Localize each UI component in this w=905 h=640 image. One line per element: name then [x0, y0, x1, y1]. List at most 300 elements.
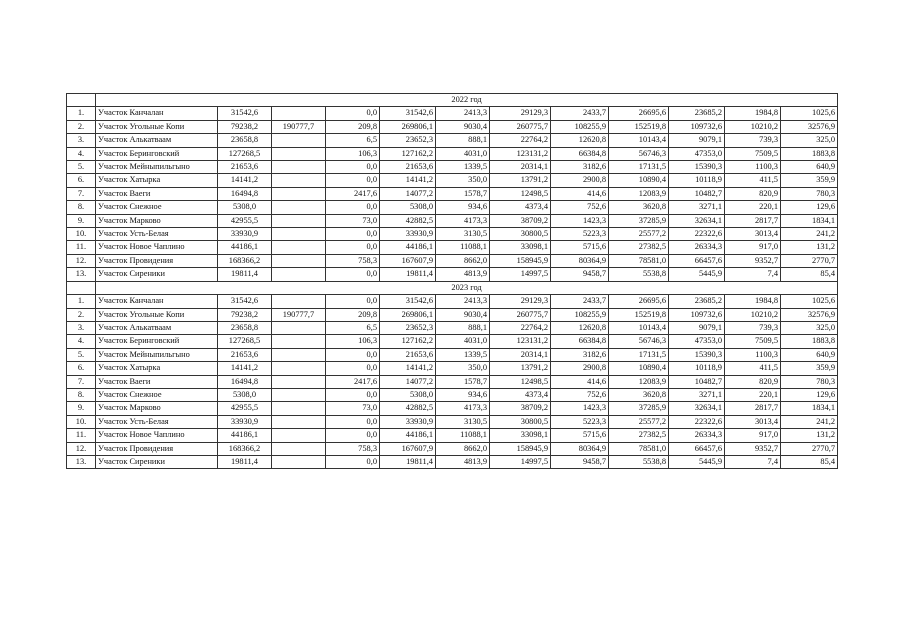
value-cell-col-11: 1025,6 — [781, 295, 838, 308]
row-number: 3. — [67, 321, 96, 334]
row-number: 1. — [67, 295, 96, 308]
value-cell-col-7: 108255,9 — [551, 308, 609, 321]
value-cell-col-4: 167607,9 — [380, 254, 436, 267]
value-cell-col-4: 21653,6 — [380, 161, 436, 174]
row-number: 5. — [67, 161, 96, 174]
row-number: 10. — [67, 228, 96, 241]
value-cell-col-1: 42955,5 — [218, 402, 272, 415]
value-cell-col-3: 0,0 — [326, 455, 380, 468]
value-cell-col-4: 33930,9 — [380, 415, 436, 428]
value-cell-col-2 — [272, 402, 326, 415]
value-cell-col-1: 21653,6 — [218, 348, 272, 361]
value-cell-col-10: 411,5 — [725, 174, 781, 187]
value-cell-col-8: 27382,5 — [609, 241, 669, 254]
value-cell-col-5: 1578,7 — [436, 375, 490, 388]
value-cell-col-3: 209,8 — [326, 308, 380, 321]
value-cell-col-6: 14997,5 — [490, 455, 551, 468]
table-row — [67, 415, 838, 428]
table-row — [67, 321, 838, 334]
value-cell-col-1: 127268,5 — [218, 335, 272, 348]
value-cell-col-2 — [272, 375, 326, 388]
value-cell-col-3: 0,0 — [326, 415, 380, 428]
table-row — [67, 174, 838, 187]
year-row-blank-cell — [67, 281, 96, 294]
value-cell-col-3: 0,0 — [326, 174, 380, 187]
table-row — [67, 402, 838, 415]
table-row — [67, 254, 838, 267]
value-cell-col-9: 23685,2 — [669, 295, 725, 308]
site-name: Участок Снежное — [96, 201, 218, 214]
value-cell-col-9: 10118,9 — [669, 362, 725, 375]
row-number: 4. — [67, 335, 96, 348]
value-cell-col-1: 79238,2 — [218, 308, 272, 321]
value-cell-col-10: 7509,5 — [725, 147, 781, 160]
value-cell-col-3: 0,0 — [326, 295, 380, 308]
site-name: Участок Беринговский — [96, 147, 218, 160]
value-cell-col-6: 22764,2 — [490, 134, 551, 147]
value-cell-col-5: 4173,3 — [436, 402, 490, 415]
row-number: 1. — [67, 107, 96, 120]
value-cell-col-11: 325,0 — [781, 134, 838, 147]
value-cell-col-3: 0,0 — [326, 429, 380, 442]
value-cell-col-7: 2900,8 — [551, 174, 609, 187]
value-cell-col-8: 152519,8 — [609, 120, 669, 133]
row-number: 2. — [67, 308, 96, 321]
value-cell-col-9: 5445,9 — [669, 455, 725, 468]
value-cell-col-7: 66384,8 — [551, 147, 609, 160]
value-cell-col-5: 8662,0 — [436, 442, 490, 455]
value-cell-col-11: 359,9 — [781, 174, 838, 187]
value-cell-col-4: 31542,6 — [380, 107, 436, 120]
value-cell-col-7: 80364,9 — [551, 442, 609, 455]
value-cell-col-10: 3013,4 — [725, 415, 781, 428]
value-cell-col-1: 14141,2 — [218, 362, 272, 375]
table-row — [67, 161, 838, 174]
site-name: Участок Хатырка — [96, 174, 218, 187]
site-name: Участок Угольные Копи — [96, 120, 218, 133]
value-cell-col-1: 14141,2 — [218, 174, 272, 187]
value-cell-col-3: 0,0 — [326, 362, 380, 375]
value-cell-col-9: 22322,6 — [669, 228, 725, 241]
value-cell-col-2 — [272, 134, 326, 147]
value-cell-col-8: 17131,5 — [609, 348, 669, 361]
row-number: 6. — [67, 174, 96, 187]
value-cell-col-6: 29129,3 — [490, 107, 551, 120]
row-number: 10. — [67, 415, 96, 428]
value-cell-col-4: 5308,0 — [380, 201, 436, 214]
value-cell-col-3: 73,0 — [326, 402, 380, 415]
value-cell-col-4: 21653,6 — [380, 348, 436, 361]
site-name: Участок Провидения — [96, 442, 218, 455]
row-number: 9. — [67, 214, 96, 227]
value-cell-col-8: 26695,6 — [609, 107, 669, 120]
value-cell-col-3: 0,0 — [326, 107, 380, 120]
value-cell-col-3: 0,0 — [326, 241, 380, 254]
value-cell-col-8: 152519,8 — [609, 308, 669, 321]
table-row — [67, 268, 838, 281]
value-cell-col-2 — [272, 442, 326, 455]
value-cell-col-3: 0,0 — [326, 201, 380, 214]
value-cell-col-1: 44186,1 — [218, 429, 272, 442]
value-cell-col-7: 2433,7 — [551, 295, 609, 308]
value-cell-col-4: 14141,2 — [380, 174, 436, 187]
value-cell-col-10: 10210,2 — [725, 308, 781, 321]
value-cell-col-10: 2817,7 — [725, 402, 781, 415]
value-cell-col-5: 1339,5 — [436, 348, 490, 361]
value-cell-col-2 — [272, 429, 326, 442]
row-number: 2. — [67, 120, 96, 133]
table-row — [67, 308, 838, 321]
value-cell-col-6: 13791,2 — [490, 362, 551, 375]
value-cell-col-9: 3271,1 — [669, 201, 725, 214]
value-cell-col-5: 934,6 — [436, 388, 490, 401]
value-cell-col-7: 5223,3 — [551, 415, 609, 428]
row-number: 6. — [67, 362, 96, 375]
value-cell-col-11: 131,2 — [781, 241, 838, 254]
value-cell-col-3: 0,0 — [326, 161, 380, 174]
value-cell-col-3: 0,0 — [326, 268, 380, 281]
value-cell-col-10: 820,9 — [725, 187, 781, 200]
value-cell-col-1: 5308,0 — [218, 388, 272, 401]
site-name: Участок Марково — [96, 402, 218, 415]
value-cell-col-2 — [272, 174, 326, 187]
value-cell-col-11: 1883,8 — [781, 335, 838, 348]
row-number: 13. — [67, 455, 96, 468]
value-cell-col-8: 10890,4 — [609, 362, 669, 375]
value-cell-col-2 — [272, 321, 326, 334]
value-cell-col-3: 2417,6 — [326, 187, 380, 200]
value-cell-col-6: 4373,4 — [490, 388, 551, 401]
row-number: 9. — [67, 402, 96, 415]
table-row — [67, 455, 838, 468]
value-cell-col-6: 38709,2 — [490, 214, 551, 227]
value-cell-col-7: 5715,6 — [551, 241, 609, 254]
value-cell-col-11: 640,9 — [781, 161, 838, 174]
site-name: Участок Сиреники — [96, 268, 218, 281]
value-cell-col-10: 739,3 — [725, 321, 781, 334]
value-cell-col-8: 5538,8 — [609, 455, 669, 468]
value-cell-col-7: 752,6 — [551, 388, 609, 401]
value-cell-col-7: 414,6 — [551, 187, 609, 200]
value-cell-col-11: 85,4 — [781, 455, 838, 468]
value-cell-col-11: 359,9 — [781, 362, 838, 375]
value-cell-col-11: 2770,7 — [781, 442, 838, 455]
value-cell-col-6: 22764,2 — [490, 321, 551, 334]
value-cell-col-6: 123131,2 — [490, 335, 551, 348]
site-name: Участок Новое Чаплино — [96, 429, 218, 442]
site-name: Участок Марково — [96, 214, 218, 227]
site-name: Участок Снежное — [96, 388, 218, 401]
value-cell-col-7: 752,6 — [551, 201, 609, 214]
value-cell-col-10: 411,5 — [725, 362, 781, 375]
row-number: 11. — [67, 429, 96, 442]
row-number: 8. — [67, 201, 96, 214]
value-cell-col-11: 241,2 — [781, 415, 838, 428]
value-cell-col-6: 12498,5 — [490, 375, 551, 388]
table-row — [67, 442, 838, 455]
value-cell-col-8: 25577,2 — [609, 415, 669, 428]
value-cell-col-8: 17131,5 — [609, 161, 669, 174]
value-cell-col-9: 5445,9 — [669, 268, 725, 281]
value-cell-col-9: 10118,9 — [669, 174, 725, 187]
value-cell-col-11: 780,3 — [781, 187, 838, 200]
table-row — [67, 375, 838, 388]
site-name: Участок Мейныпильгыно — [96, 161, 218, 174]
value-cell-col-10: 1984,8 — [725, 295, 781, 308]
value-cell-col-4: 44186,1 — [380, 429, 436, 442]
value-cell-col-10: 917,0 — [725, 241, 781, 254]
value-cell-col-11: 640,9 — [781, 348, 838, 361]
value-cell-col-8: 25577,2 — [609, 228, 669, 241]
value-cell-col-8: 10143,4 — [609, 321, 669, 334]
value-cell-col-4: 33930,9 — [380, 228, 436, 241]
value-cell-col-8: 12083,9 — [609, 375, 669, 388]
table-row — [67, 348, 838, 361]
value-cell-col-3: 106,3 — [326, 335, 380, 348]
value-cell-col-8: 78581,0 — [609, 442, 669, 455]
value-cell-col-4: 23652,3 — [380, 321, 436, 334]
value-cell-col-1: 168366,2 — [218, 442, 272, 455]
value-cell-col-5: 9030,4 — [436, 120, 490, 133]
value-cell-col-10: 1984,8 — [725, 107, 781, 120]
value-cell-col-2 — [272, 107, 326, 120]
value-cell-col-9: 66457,6 — [669, 254, 725, 267]
value-cell-col-10: 2817,7 — [725, 214, 781, 227]
value-cell-col-2 — [272, 228, 326, 241]
value-cell-col-7: 108255,9 — [551, 120, 609, 133]
site-name: Участок Канчалан — [96, 107, 218, 120]
value-cell-col-5: 4173,3 — [436, 214, 490, 227]
value-cell-col-6: 158945,9 — [490, 442, 551, 455]
table-row — [67, 429, 838, 442]
table-row — [67, 201, 838, 214]
value-cell-col-1: 31542,6 — [218, 107, 272, 120]
table-row — [67, 147, 838, 160]
value-cell-col-10: 1100,3 — [725, 161, 781, 174]
value-cell-col-5: 8662,0 — [436, 254, 490, 267]
value-cell-col-9: 9079,1 — [669, 134, 725, 147]
value-cell-col-5: 2413,3 — [436, 107, 490, 120]
value-cell-col-7: 3182,6 — [551, 161, 609, 174]
site-name: Участок Алькатваам — [96, 321, 218, 334]
value-cell-col-6: 13791,2 — [490, 174, 551, 187]
value-cell-col-6: 158945,9 — [490, 254, 551, 267]
value-cell-col-7: 80364,9 — [551, 254, 609, 267]
value-cell-col-2 — [272, 415, 326, 428]
row-number: 4. — [67, 147, 96, 160]
value-cell-col-2 — [272, 388, 326, 401]
table-body — [67, 94, 838, 469]
value-cell-col-6: 14997,5 — [490, 268, 551, 281]
value-cell-col-4: 14077,2 — [380, 375, 436, 388]
value-cell-col-6: 4373,4 — [490, 201, 551, 214]
site-name: Участок Беринговский — [96, 335, 218, 348]
value-cell-col-1: 33930,9 — [218, 415, 272, 428]
site-name: Участок Мейныпильгыно — [96, 348, 218, 361]
value-cell-col-1: 127268,5 — [218, 147, 272, 160]
value-cell-col-2 — [272, 268, 326, 281]
table-row — [67, 134, 838, 147]
value-cell-col-7: 1423,3 — [551, 402, 609, 415]
value-cell-col-4: 42882,5 — [380, 402, 436, 415]
value-cell-col-7: 2433,7 — [551, 107, 609, 120]
value-cell-col-3: 2417,6 — [326, 375, 380, 388]
value-cell-col-7: 12620,8 — [551, 134, 609, 147]
value-cell-col-8: 3620,8 — [609, 388, 669, 401]
value-cell-col-7: 2900,8 — [551, 362, 609, 375]
value-cell-col-10: 220,1 — [725, 201, 781, 214]
value-cell-col-1: 79238,2 — [218, 120, 272, 133]
row-number: 8. — [67, 388, 96, 401]
table-row — [67, 228, 838, 241]
value-cell-col-11: 129,6 — [781, 201, 838, 214]
value-cell-col-5: 3130,5 — [436, 228, 490, 241]
value-cell-col-9: 26334,3 — [669, 429, 725, 442]
site-name: Участок Новое Чаплино — [96, 241, 218, 254]
value-cell-col-3: 209,8 — [326, 120, 380, 133]
table-row — [67, 388, 838, 401]
value-cell-col-11: 325,0 — [781, 321, 838, 334]
value-cell-col-11: 1883,8 — [781, 147, 838, 160]
value-cell-col-7: 5715,6 — [551, 429, 609, 442]
value-cell-col-4: 44186,1 — [380, 241, 436, 254]
year-header-row — [67, 281, 838, 294]
table-row — [67, 362, 838, 375]
value-cell-col-4: 167607,9 — [380, 442, 436, 455]
value-cell-col-8: 10890,4 — [609, 174, 669, 187]
value-cell-col-5: 888,1 — [436, 321, 490, 334]
value-cell-col-1: 16494,8 — [218, 187, 272, 200]
value-cell-col-11: 2770,7 — [781, 254, 838, 267]
value-cell-col-5: 350,0 — [436, 362, 490, 375]
value-cell-col-11: 1834,1 — [781, 402, 838, 415]
value-cell-col-4: 42882,5 — [380, 214, 436, 227]
value-cell-col-4: 31542,6 — [380, 295, 436, 308]
row-number: 12. — [67, 442, 96, 455]
value-cell-col-7: 3182,6 — [551, 348, 609, 361]
value-cell-col-7: 5223,3 — [551, 228, 609, 241]
value-cell-col-10: 820,9 — [725, 375, 781, 388]
value-cell-col-5: 4813,9 — [436, 455, 490, 468]
value-cell-col-9: 10482,7 — [669, 375, 725, 388]
value-cell-col-4: 14077,2 — [380, 187, 436, 200]
value-cell-col-11: 129,6 — [781, 388, 838, 401]
site-name: Участок Усть-Белая — [96, 415, 218, 428]
year-header-row — [67, 94, 838, 107]
value-cell-col-11: 780,3 — [781, 375, 838, 388]
value-cell-col-6: 123131,2 — [490, 147, 551, 160]
value-cell-col-4: 5308,0 — [380, 388, 436, 401]
value-cell-col-2 — [272, 161, 326, 174]
value-cell-col-8: 26695,6 — [609, 295, 669, 308]
value-cell-col-7: 12620,8 — [551, 321, 609, 334]
value-cell-col-1: 31542,6 — [218, 295, 272, 308]
value-cell-col-6: 29129,3 — [490, 295, 551, 308]
value-cell-col-10: 7509,5 — [725, 335, 781, 348]
value-cell-col-4: 269806,1 — [380, 308, 436, 321]
value-cell-col-6: 260775,7 — [490, 120, 551, 133]
value-cell-col-7: 9458,7 — [551, 268, 609, 281]
value-cell-col-8: 27382,5 — [609, 429, 669, 442]
value-cell-col-1: 16494,8 — [218, 375, 272, 388]
value-cell-col-4: 19811,4 — [380, 455, 436, 468]
value-cell-col-10: 1100,3 — [725, 348, 781, 361]
value-cell-col-11: 131,2 — [781, 429, 838, 442]
value-cell-col-2: 190777,7 — [272, 308, 326, 321]
value-cell-col-3: 0,0 — [326, 348, 380, 361]
value-cell-col-8: 37285,9 — [609, 214, 669, 227]
value-cell-col-2 — [272, 348, 326, 361]
value-cell-col-4: 19811,4 — [380, 268, 436, 281]
value-cell-col-7: 1423,3 — [551, 214, 609, 227]
value-cell-col-4: 14141,2 — [380, 362, 436, 375]
site-name: Участок Хатырка — [96, 362, 218, 375]
value-cell-col-6: 20314,1 — [490, 161, 551, 174]
value-cell-col-6: 30800,5 — [490, 415, 551, 428]
value-cell-col-3: 758,3 — [326, 442, 380, 455]
table-row — [67, 107, 838, 120]
value-cell-col-1: 168366,2 — [218, 254, 272, 267]
row-number: 12. — [67, 254, 96, 267]
value-cell-col-9: 9079,1 — [669, 321, 725, 334]
value-cell-col-4: 127162,2 — [380, 147, 436, 160]
value-cell-col-3: 758,3 — [326, 254, 380, 267]
value-cell-col-10: 9352,7 — [725, 254, 781, 267]
value-cell-col-3: 6,5 — [326, 321, 380, 334]
value-cell-col-1: 19811,4 — [218, 455, 272, 468]
value-cell-col-5: 11088,1 — [436, 241, 490, 254]
value-cell-col-11: 241,2 — [781, 228, 838, 241]
value-cell-col-9: 23685,2 — [669, 107, 725, 120]
value-cell-col-2 — [272, 201, 326, 214]
value-cell-col-5: 4031,0 — [436, 335, 490, 348]
value-cell-col-9: 109732,6 — [669, 120, 725, 133]
value-cell-col-1: 5308,0 — [218, 201, 272, 214]
value-cell-col-1: 33930,9 — [218, 228, 272, 241]
value-cell-col-3: 73,0 — [326, 214, 380, 227]
row-number: 3. — [67, 134, 96, 147]
value-cell-col-4: 269806,1 — [380, 120, 436, 133]
table-row — [67, 120, 838, 133]
value-cell-col-11: 1834,1 — [781, 214, 838, 227]
value-cell-col-9: 32634,1 — [669, 214, 725, 227]
value-cell-col-9: 66457,6 — [669, 442, 725, 455]
value-cell-col-5: 888,1 — [436, 134, 490, 147]
value-cell-col-3: 106,3 — [326, 147, 380, 160]
year-label: 2022 год — [96, 94, 838, 107]
value-cell-col-7: 414,6 — [551, 375, 609, 388]
value-cell-col-8: 56746,3 — [609, 335, 669, 348]
value-cell-col-9: 47353,0 — [669, 335, 725, 348]
value-cell-col-10: 220,1 — [725, 388, 781, 401]
value-cell-col-10: 917,0 — [725, 429, 781, 442]
site-name: Участок Канчалан — [96, 295, 218, 308]
value-cell-col-5: 4813,9 — [436, 268, 490, 281]
value-cell-col-3: 0,0 — [326, 388, 380, 401]
row-number: 7. — [67, 375, 96, 388]
value-cell-col-10: 10210,2 — [725, 120, 781, 133]
value-cell-col-2 — [272, 214, 326, 227]
value-cell-col-10: 9352,7 — [725, 442, 781, 455]
value-cell-col-2 — [272, 295, 326, 308]
site-name: Участок Алькатваам — [96, 134, 218, 147]
value-cell-col-5: 934,6 — [436, 201, 490, 214]
value-cell-col-10: 7,4 — [725, 268, 781, 281]
value-cell-col-4: 23652,3 — [380, 134, 436, 147]
value-cell-col-8: 56746,3 — [609, 147, 669, 160]
value-cell-col-9: 32634,1 — [669, 402, 725, 415]
value-cell-col-11: 1025,6 — [781, 107, 838, 120]
